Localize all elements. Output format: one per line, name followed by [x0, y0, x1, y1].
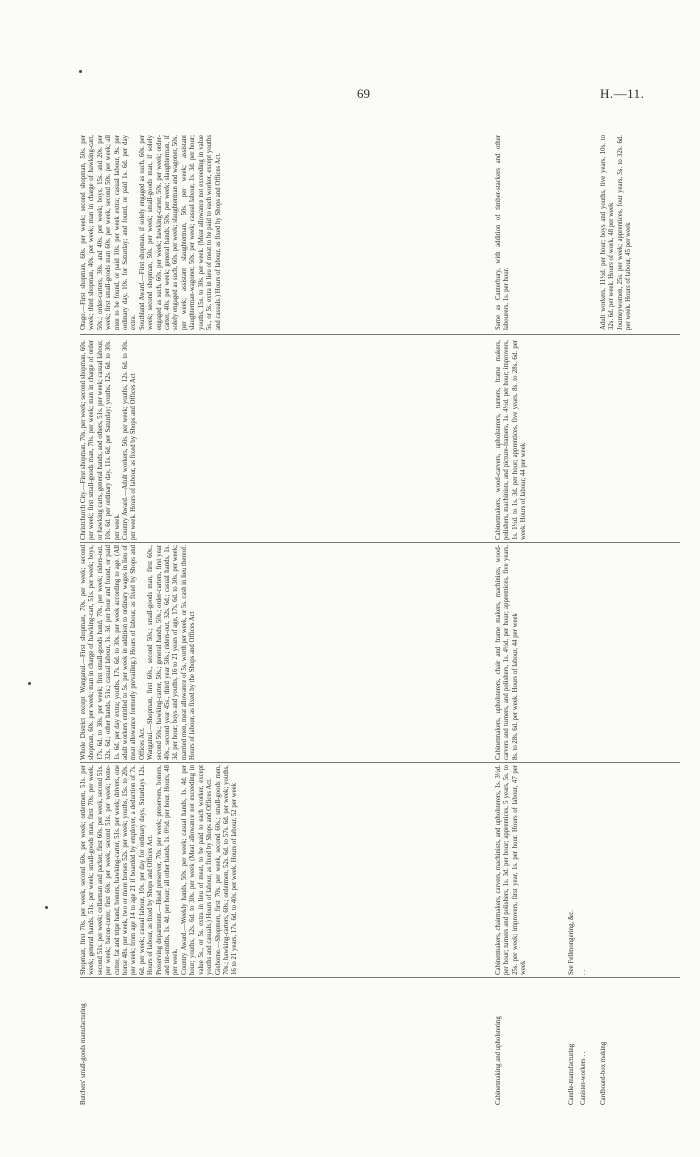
region-3-cell: Christchurch City.—First shopman, 70s. per week; second shopman, 60s. per week; first small-goods man, 70s. per week; man in charge of order or hawking carts, general hands, and others, 51s. per week; casual labour, 10s. 6d. per ordinary day, 11s. 6d. per Saturday; youths, 12s. 6d. to 30s. per week. Country Award.—Adult workers, 50s. per week; youths, 12s. 6d. to 30s. per week. Hours of labour, as fixed by Shops and Offices Act — [80, 340, 138, 540]
region-2-cell: Whole District except Wanganui.—First shopman, 70s. per week; second shopman, 60s. per week; man in charge of hawking-cart, 51s. per week; boys, 17s. 6d. to 30s. per week; first small-goods hand, 70s. per week; riders-out, 32s. 6d.; other hands, 51s.; casual labour, 1s. 3d. per hour and found, or paid 1s. 6d. per day extra; youths, 17s. 6d. to 30s. per week according to age. (All adult workers entitled to 5s. per week in addition to ordinary wages in lieu of meat allowance formerly prevailing.) Hours of labour, as fixed by Shops and Offices Act. Wanganui.—Shopman, first 60s., second 50s.; small-goods man, first 60s., second 50s.; hawking-carter, 50s.; general hands, 50s.; order-carters, first year 40s., second year 45s., third year 50s.; riders-out, 32s. 6d.; casual hands, 1s. 3d. per hour; boys and youths, 16 to 21 years of age, 17s. 6d. to 30s. per week; married men, meat allowance of 5s. worth per week, or 5s. cash in lieu thereof. Hours of labour, as fixed by the Shops and Offices Act — [80, 545, 197, 760]
table-row — [580, 105, 592, 1105]
region-1-cell: Cabinetmakers, chairmakers, carvers, machinists, and upholsterers, 1s. 3½d. per hour; turners and polishers, 1s. 3d. per hour; apprentices, 5 years, 5s. to 25s. per week; improvers, first year, 1s. per hour. Hours of labour, 47 per week — [495, 765, 528, 975]
series-mark: H.—11. — [600, 86, 645, 101]
region-1-cell: See Fellmongering, &c. — [568, 910, 575, 975]
print-speck — [45, 906, 48, 909]
region-1-cell: Shopman, first 70s. per week, second 60s. per week; ordermen, 51s. per week; general hands, 51s. per week; small-goods man, first 70s. per week, second 51s. per week; cellarman and packer, first 60s. per week, second 51s. per week; bacon-curer, first 60s. per week, second 51s. per week; bone-cutter, fat and tripe hand, boners, hawking-carter, 51s. per week; drivers, one horse 48s. per week, two or more horses 52s. per week; youths, 15s. to 20s. per week; from age 14 to age 21 if boarded by employer, a deduction of 7s. 6d. per week; casual labour, 10s. per day for ordinary days, Saturdays 12s. Hours of labour, as fixed by Shops and Offices Act. Preserving department.—Head preserver, 70s. per week; preservers, boners, and tin-smiths, 1s. 4d. per hour; all other hands, 1s. 0½d. per hour. Hours, 48 per week. Country Award.—Weekly hands, 50s. per week; casual hands, 1s. 4d. per hour; youths, 12s. 6d. to 30s. per week (Meat allowance not exceeding in value 5s., or 5s. extra in lieu of meat, to be paid to each worker, except youths and casuals.) Hours of labour, as fixed by Shops and Offices Act. Gisborne.—Shopmen, first 70s. per week, second 60s.; small-goods men, 70s.; hawking-carters, 60s.; ordermen, 52s. 6d. to 57s. 6d. per week; youths, 16 to 21 years, 17s. 6d. to 40s. per week. Hours of labour, 52 per week — [80, 765, 239, 975]
industry-cell: Cardboard-box making — [600, 1041, 607, 1105]
industry-cell: Butchers' small-goods manufacturing — [80, 1003, 87, 1105]
rotated-wage-table — [80, 105, 680, 1105]
table-row — [495, 105, 565, 1105]
region-1-cell: . . — [580, 969, 587, 975]
region-4-cell: Adult workers, 11½d. per hour; boys and youths, five years, 10s. to 32s. 6d. per week. Hours of work, 48 per week Journeywomen, 25s. per week; apprentices, four years, 5s. to 32s. 6d. per week. Hours of labour, 45 per week — [600, 135, 633, 330]
table-row — [80, 105, 490, 1105]
industry-cell: Candle-manufacturing — [568, 1043, 575, 1105]
industry-cell: Cabinetmaking and upholstering — [495, 1016, 502, 1105]
print-speck — [79, 70, 82, 73]
region-2-cell: Cabinetmakers, upholsterers, chair and frame makers, machinists, wood-carvers and turners, and polishers, 1s. 4½d. per hour; apprentices, five years, 8s. to 28s. 6d. per week. Hours of labour, 44 per week — [495, 545, 519, 760]
industry-cell: Canister-workers . . — [580, 1051, 587, 1105]
page-number: 69 — [357, 86, 370, 101]
region-4-cell: Same as Canterbury, with addition of timber-stackers and other labourers, 1s. per hour. — [495, 135, 511, 330]
table-row — [600, 105, 680, 1105]
region-3-cell: Cabinetmakers, wood-carvers, upholsterers, turners, frame makers, polishers, machinists, and picture-framers, 1s. 4½d. per hour; improvers, 1s. 1½d. to 1s. 3d. per hour; apprentices, five years, 8s. to 28s. 6d. per week. Hours of labour, 44 per week — [495, 340, 528, 540]
print-speck — [28, 682, 31, 685]
region-4-cell: Otago.—First shopman, 60s. per week; second shopman, 50s. per week; third shopman, 40s. per week; man in charge of hawking-cart, 50s.; order-carters, 30s. and 40s. per week; boys, 15s. and 20s. per week; first small-goods man 60s. per week, second 50s. per week; all men to be found, or paid 10s. per week extra; casual labour, 9s. per ordinary day, 10s. for Saturday; and found, or paid 1s. 6d. per day extra. Southland Award.—First shopman, if solely engaged as such, 60s. per week; second shopman, 50s. per week; small-goods man, if solely engaged as such, 60s. per week; hawking-carter, 50s. per week; order-carter, 40s. per week; general hands, 50s. per week; slaughterman, if solely engaged as such, 60s. per week; slaughterman and wagoner, 50s. per week; assistant slaughterman, 50s. per week; assistant slaughterman-wagoner, 50s. per week; casual labour, 1s. 3d. per hour; youths, 15s. to 30s. per week. (Meat allowance not exceeding in value 5s., or 5s. extra in lieu of meat to be paid to each worker, except youths and casuals.) Hours of labour, as fixed by Shops and Offices Act. — [80, 135, 222, 330]
table-row — [568, 105, 580, 1105]
